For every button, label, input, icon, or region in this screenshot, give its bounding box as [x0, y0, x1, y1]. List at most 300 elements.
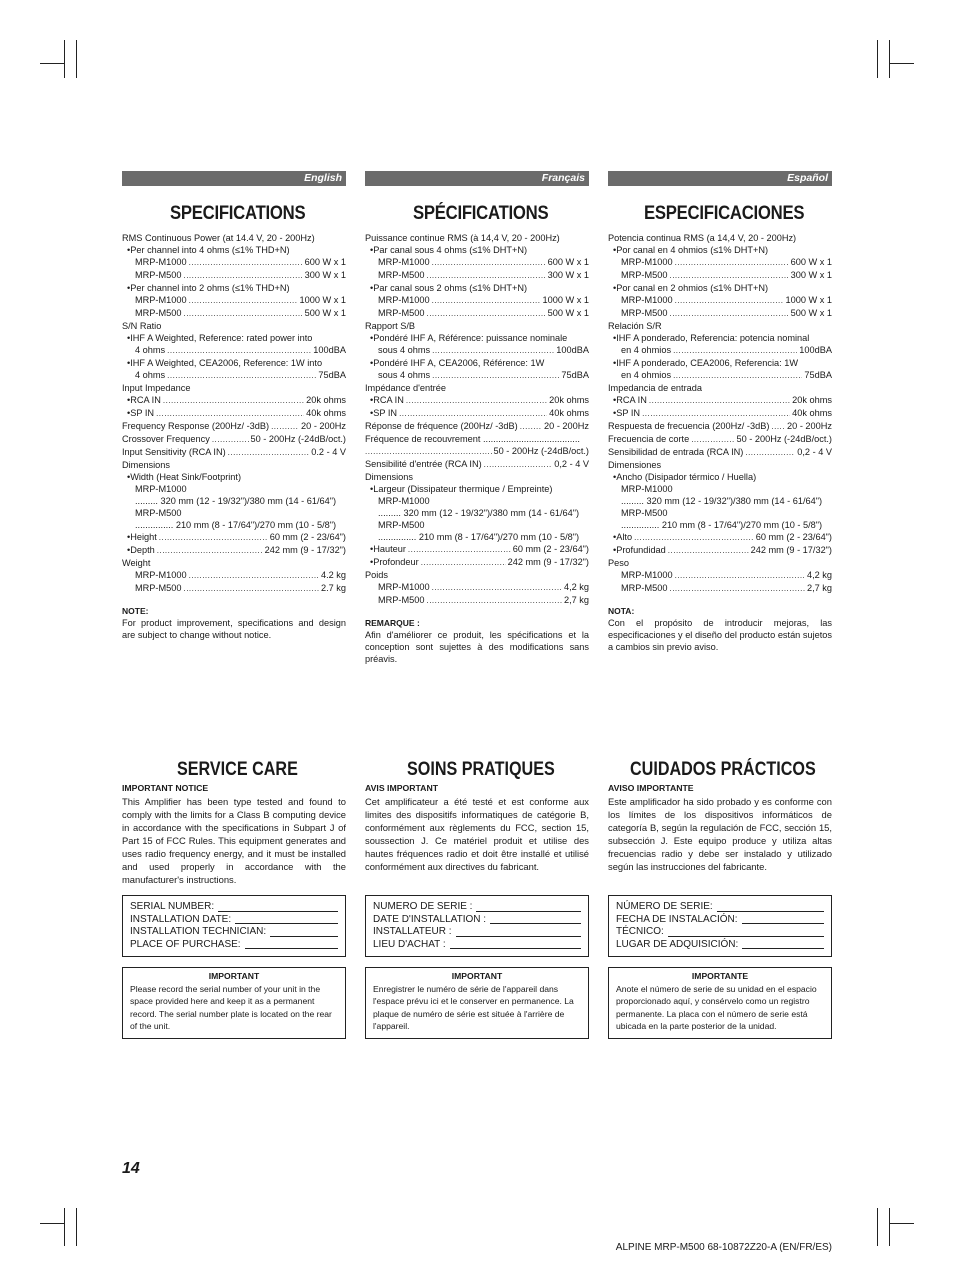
spec-value: 500 W x 1 [304, 308, 346, 318]
spec-row [365, 407, 589, 420]
note-text: Afin d'améliorer ce produit, les spécifications et la conception sont sujettes à des modifications sans préavis. [365, 630, 589, 664]
spec-row [365, 420, 589, 433]
leader-dots [189, 569, 319, 582]
spec-row [365, 594, 589, 607]
spec-label: MRP-M500 [378, 308, 425, 318]
crop-mark [890, 1223, 914, 1224]
spec-row [608, 256, 832, 269]
spec-row [122, 256, 346, 269]
spec-value: 75dBA [561, 370, 589, 380]
spec-value: 1000 W x 1 [785, 295, 832, 305]
specs-column-fr [365, 203, 589, 665]
spec-label: 4 ohms [135, 370, 166, 380]
spec-row [122, 531, 346, 544]
leader-dots [271, 420, 299, 433]
leader-dots [408, 543, 511, 556]
spec-bullet: • Por canal en 4 ohmios (≤1% DHT+N) [608, 244, 832, 256]
leader-dots [183, 307, 302, 320]
leader-dots [649, 394, 790, 407]
spec-label: MRP-M1000 [135, 257, 187, 267]
crop-mark [40, 63, 64, 64]
specs-title: ESPECIFICACIONES [644, 203, 805, 224]
spec-line: MRP-M500 [135, 508, 182, 518]
spec-row [122, 544, 346, 557]
note-label: NOTE: [122, 606, 149, 616]
spec-label: sous 4 ohms [378, 370, 431, 380]
spec-value: 4.2 kg [320, 570, 346, 580]
spec-value: 2,7 kg [806, 583, 832, 593]
specs-title: SPECIFICATIONS [170, 203, 306, 224]
crop-mark [40, 1223, 64, 1224]
spec-row [365, 307, 589, 320]
spec-line: Input Impedance [122, 383, 191, 393]
leader-dots [745, 446, 795, 459]
spec-bullet: • IHF A ponderado, CEA2006, Referencia: 1W [608, 357, 832, 369]
crop-mark [64, 40, 65, 78]
leader-dots [426, 594, 562, 607]
form-label: NÚMERO DE SERIE: [616, 901, 713, 912]
form-blank[interactable] [270, 926, 338, 937]
spec-line: ......... 320 mm (12 - 19/32")/380 mm (14 - 61/64") [378, 508, 580, 518]
spec-label: MRP-M1000 [621, 570, 673, 580]
spec-value: 300 W x 1 [790, 270, 832, 280]
spec-row [122, 582, 346, 595]
leader-dots [484, 458, 553, 471]
spec-label: MRP-M500 [135, 308, 182, 318]
spec-line: ............... 210 mm (8 - 17/64")/270 mm (10 - 5/8") [621, 520, 823, 530]
leader-dots [675, 569, 805, 582]
page-number: 14 [122, 1160, 140, 1177]
leader-dots [691, 433, 734, 446]
spec-label: MRP-M500 [135, 270, 182, 280]
spec-row [608, 531, 832, 544]
spec-label: MRP-M1000 [621, 257, 673, 267]
spec-list [122, 232, 346, 595]
spec-line: Impedancia de entrada [608, 383, 702, 393]
spec-bullet: • Per channel into 2 ohms (≤1% THD+N) [122, 282, 346, 294]
spec-value: 242 mm (9 - 17/32") [750, 545, 832, 555]
spec-line: Dimensions [365, 472, 413, 482]
leader-dots [167, 344, 311, 357]
spec-row [122, 446, 346, 459]
spec-line: Relación S/R [608, 321, 662, 331]
important-label: IMPORTANTE [691, 971, 749, 982]
form-blank[interactable] [235, 914, 338, 925]
spec-value: 500 W x 1 [547, 308, 589, 318]
spec-bullet: • Per channel into 4 ohms (≤1% THD+N) [122, 244, 346, 256]
form-blank[interactable] [245, 939, 338, 950]
crop-mark [76, 40, 77, 78]
leader-dots [406, 394, 547, 407]
spec-label: MRP-M1000 [135, 295, 187, 305]
spec-line: Poids [365, 570, 388, 580]
service-title: SERVICE CARE [177, 759, 298, 780]
spec-bullet: • Width (Heat Sink/Footprint) [122, 471, 346, 483]
spec-line: Impédance d'entrée [365, 383, 446, 393]
record-form [608, 895, 832, 957]
spec-label: Input Sensitivity (RCA IN) [122, 447, 226, 457]
spec-value: 4,2 kg [563, 582, 589, 592]
spec-line: MRP-M500 [621, 508, 668, 518]
spec-label: en 4 ohmios [621, 345, 672, 355]
spec-value: 20k ohms [549, 395, 589, 405]
service-title: CUIDADOS PRÁCTICOS [630, 759, 816, 780]
spec-value: 20 - 200Hz [544, 421, 589, 431]
crop-mark [890, 63, 914, 64]
leader-dots [432, 369, 559, 382]
spec-label: MRP-M1000 [378, 257, 430, 267]
spec-label: Crossover Frequency [122, 434, 210, 444]
notice-text: Este amplificador ha sido probado y es conforme con los límites de los dispositivos informáticos de categoría B, según la regulación de FCC, sección 15, subsección J. Este equipo produce y utiliza altas frecuencias radio y debe ser instalado y utilizado según las instrucciones del fabricante. [608, 796, 832, 872]
leader-dots [163, 394, 304, 407]
spec-label: • Profundidad [616, 545, 666, 555]
leader-dots [669, 269, 788, 282]
spec-row [365, 543, 589, 556]
spec-label: Frecuencia de corte [608, 434, 690, 444]
spec-label: • Profondeur [373, 557, 419, 567]
form-blank[interactable] [450, 939, 581, 950]
spec-line: Dimensions [122, 460, 170, 470]
leader-dots [673, 369, 802, 382]
form-label: SERIAL NUMBER: [130, 901, 215, 912]
important-box [608, 967, 832, 1039]
spec-value: 600 W x 1 [547, 257, 589, 267]
spec-line: Peso [608, 558, 629, 568]
note-text: Con el propósito de introducir mejoras, las especificaciones y el diseño del producto están sujetos a cambios sin previo aviso. [608, 618, 832, 652]
spec-bullet: • Par canal sous 2 ohms (≤1% DHT+N) [365, 282, 589, 294]
important-box [365, 967, 589, 1039]
notice-label: AVISO IMPORTANTE [608, 783, 694, 793]
leader-dots [675, 256, 789, 269]
spec-bullet: • Largeur (Dissipateur thermique / Empreinte) [365, 483, 589, 495]
leader-dots [183, 582, 319, 595]
spec-row [122, 407, 346, 420]
form-label: LUGAR DE ADQUISICIÓN: [616, 938, 739, 950]
leader-dots [183, 269, 302, 282]
spec-row [608, 394, 832, 407]
specs-column-es [608, 203, 832, 653]
spec-list [608, 232, 832, 595]
lang-bar-spanish: Español [608, 171, 832, 186]
spec-label: • SP IN [373, 408, 398, 418]
leader-dots [399, 407, 547, 420]
spec-value: 100dBA [313, 345, 346, 355]
spec-row [608, 369, 832, 382]
spec-value: 50 - 200Hz (-24dB/oct.) [493, 446, 589, 456]
spec-label: MRP-M500 [621, 583, 668, 593]
spec-value: 40k ohms [306, 408, 346, 418]
spec-value: 40k ohms [792, 408, 832, 418]
spec-label: • Depth [130, 545, 155, 555]
spec-value: 0,2 - 4 V [554, 459, 589, 469]
spec-label: • RCA IN [616, 395, 647, 405]
important-text: Anote el número de serie de su unidad en el espacio proporcionado aquí, y consérvelo como un registro permanente. La placa con el número de serie está ubicada en la parte posterior de la unidad. [616, 983, 817, 1031]
spec-label: MRP-M1000 [378, 582, 430, 592]
form-label: INSTALLATION TECHNICIAN: [130, 926, 267, 938]
spec-label: Sensibilidad de entrada (RCA IN) [608, 447, 744, 457]
record-form [122, 895, 346, 957]
spec-line: ............... 210 mm (8 - 17/64")/270 mm (10 - 5/8") [135, 520, 337, 530]
leader-dots [432, 294, 541, 307]
leader-dots [365, 445, 492, 458]
spec-line: Fréquence de recouvrement ...................................... [365, 434, 580, 444]
form-label: PLACE OF PURCHASE: [130, 938, 241, 950]
spec-label: 4 ohms [135, 345, 166, 355]
note-label: NOTA: [608, 606, 635, 616]
spec-value: 40k ohms [549, 408, 589, 418]
leader-dots [167, 369, 316, 382]
spec-row [365, 458, 589, 471]
form-blank[interactable] [717, 901, 824, 912]
spec-value: 300 W x 1 [304, 270, 346, 280]
notice-text: Cet amplificateur a été testé et est conforme aux limites des dispositifs informatiques de catégorie B, conformément aux règlements du FCC, section 15, soussection J. Ce matériel produit et utilise des hautes fréquences radio et doit être installé et utilisé conformément aux directives du fabricant. [365, 796, 589, 872]
spec-row [608, 582, 832, 595]
record-form [365, 895, 589, 957]
spec-value: 2,7 kg [563, 595, 589, 605]
spec-value: 600 W x 1 [304, 257, 346, 267]
leader-dots [642, 407, 790, 420]
spec-row [608, 344, 832, 357]
spec-bullet: • IHF A ponderado, Referencia: potencia nominal [608, 332, 832, 344]
spec-value: 300 W x 1 [547, 270, 589, 280]
spec-value: 1000 W x 1 [542, 295, 589, 305]
crop-mark [889, 40, 890, 78]
spec-line: ......... 320 mm (12 - 19/32")/380 mm (14 - 61/64") [135, 496, 337, 506]
crop-mark [877, 40, 878, 78]
form-blank[interactable] [218, 901, 338, 912]
spec-bullet: • IHF A Weighted, CEA2006, Reference: 1W into [122, 357, 346, 369]
spec-row [122, 394, 346, 407]
spec-value: 20k ohms [306, 395, 346, 405]
leader-dots [189, 294, 298, 307]
important-label: IMPORTANT [208, 971, 260, 982]
spec-value: 242 mm (9 - 17/32") [264, 545, 346, 555]
spec-row [365, 256, 589, 269]
leader-dots [634, 531, 754, 544]
spec-row [608, 433, 832, 446]
leader-dots [675, 294, 784, 307]
leader-dots [156, 407, 304, 420]
form-label: DATE D'INSTALLATION : [373, 913, 487, 925]
spec-value: 20 - 200Hz [301, 421, 346, 431]
spec-line: Dimensiones [608, 460, 662, 470]
leader-dots [432, 256, 546, 269]
form-label: LIEU D'ACHAT : [373, 938, 446, 950]
spec-row [122, 294, 346, 307]
specs-column-en [122, 203, 346, 641]
spec-value: 60 mm (2 - 23/64") [269, 532, 346, 542]
spec-label: • Height [130, 532, 157, 542]
form-label: FECHA DE INSTALACIÓN: [616, 913, 738, 925]
spec-line: Potencia continua RMS (a 14,4 V, 20 - 200Hz) [608, 233, 797, 243]
spec-label: MRP-M500 [621, 270, 668, 280]
spec-value: 0.2 - 4 V [311, 447, 346, 457]
spec-row [608, 446, 832, 459]
spec-label: Sensibilité d'entrée (RCA IN) [365, 459, 482, 469]
spec-value: 75dBA [804, 370, 832, 380]
leader-dots [669, 582, 805, 595]
form-blank[interactable] [476, 901, 581, 912]
spec-line: MRP-M1000 [135, 484, 187, 494]
spec-label: MRP-M1000 [621, 295, 673, 305]
spec-row [365, 269, 589, 282]
leader-dots [520, 420, 542, 433]
spec-row [365, 445, 589, 458]
spec-label: MRP-M1000 [135, 570, 187, 580]
spec-label: • Alto [616, 532, 633, 542]
crop-mark [76, 1208, 77, 1246]
notice-label: AVIS IMPORTANT [365, 783, 439, 793]
spec-value: 600 W x 1 [790, 257, 832, 267]
spec-bullet: • Par canal sous 4 ohms (≤1% DHT+N) [365, 244, 589, 256]
leader-dots [432, 344, 554, 357]
spec-value: 242 mm (9 - 17/32") [507, 557, 589, 567]
spec-label: MRP-M500 [135, 583, 182, 593]
spec-label: MRP-M500 [378, 595, 425, 605]
spec-bullet: • Por canal en 2 ohmios (≤1% DHT+N) [608, 282, 832, 294]
crop-mark [64, 1208, 65, 1246]
spec-label: • SP IN [130, 408, 155, 418]
service-title: SOINS PRATIQUES [407, 759, 555, 780]
spec-line: Puissance continue RMS (à 14,4 V, 20 - 200Hz) [365, 233, 560, 243]
spec-label: Respuesta de frecuencia (200Hz/ -3dB) [608, 421, 770, 431]
spec-line: Rapport S/B [365, 321, 416, 331]
notice-text: This Amplifier has been type tested and found to comply with the limits for a Class B computing device in accordance with the specifications in Subpart J of Part 15 of FCC Rules. This equipment generates and uses radio frequency energy, and it must be installed and used properly in accordance with the manufacturer's instructions. [122, 796, 346, 885]
spec-row [365, 394, 589, 407]
spec-label: MRP-M500 [621, 308, 668, 318]
leader-dots [212, 433, 249, 446]
leader-dots [228, 446, 310, 459]
spec-bullet: • Pondéré IHF A, CEA2006, Référence: 1W [365, 357, 589, 369]
spec-line: Weight [122, 558, 151, 568]
spec-line: RMS Continuous Power (at 14.4 V, 20 - 200Hz) [122, 233, 315, 243]
important-text: Please record the serial number of your unit in the space provided here and keep it as a permanent record. The serial number plate is located on the rear of the unit. [130, 983, 332, 1031]
spec-row [122, 369, 346, 382]
spec-row [608, 420, 832, 433]
spec-label: • Hauteur [373, 544, 406, 554]
spec-label: MRP-M1000 [378, 295, 430, 305]
spec-row [122, 433, 346, 446]
spec-label: • RCA IN [373, 395, 404, 405]
spec-line: MRP-M1000 [378, 496, 430, 506]
spec-value: 500 W x 1 [790, 308, 832, 318]
specs-title: SPÉCIFICATIONS [413, 203, 549, 224]
lang-bar-english: English [122, 171, 346, 186]
spec-row [608, 307, 832, 320]
service-column-en [122, 758, 346, 1039]
important-box [122, 967, 346, 1039]
form-label: TÉCNICO: [616, 926, 664, 938]
spec-value: 0,2 - 4 V [797, 447, 832, 457]
crop-mark [889, 1208, 890, 1246]
spec-value: 50 - 200Hz (-24dB/oct.) [736, 434, 832, 444]
notice-label: IMPORTANT NOTICE [122, 783, 209, 793]
spec-row [122, 569, 346, 582]
note-text: For product improvement, specifications and design are subject to change without notice. [122, 618, 346, 640]
leader-dots [669, 307, 788, 320]
leader-dots [157, 544, 263, 557]
spec-label: en 4 ohmios [621, 370, 672, 380]
leader-dots [421, 556, 506, 569]
note-label: REMARQUE : [365, 618, 420, 628]
spec-label: Frequency Response (200Hz/ -3dB) [122, 421, 270, 431]
service-column-es [608, 758, 832, 1039]
spec-label: sous 4 ohms [378, 345, 431, 355]
spec-value: 20k ohms [792, 395, 832, 405]
spec-bullet: • Pondéré IHF A, Référence: puissance nominale [365, 332, 589, 344]
spec-value: 60 mm (2 - 23/64") [512, 544, 589, 554]
spec-value: 1000 W x 1 [299, 295, 346, 305]
leader-dots [426, 307, 545, 320]
spec-line: ............... 210 mm (8 - 17/64")/270 mm (10 - 5/8") [378, 532, 580, 542]
spec-label: MRP-M500 [378, 270, 425, 280]
spec-line: MRP-M500 [378, 520, 425, 530]
spec-row [122, 307, 346, 320]
spec-value: 100dBA [556, 345, 589, 355]
service-column-fr [365, 758, 589, 1039]
spec-row [608, 294, 832, 307]
form-blank[interactable] [742, 939, 824, 950]
leader-dots [159, 531, 268, 544]
lang-bar-french: Français [365, 171, 589, 186]
spec-row [365, 369, 589, 382]
spec-row [365, 344, 589, 357]
spec-line: S/N Ratio [122, 321, 162, 331]
spec-label: • SP IN [616, 408, 641, 418]
spec-row [365, 294, 589, 307]
important-label: IMPORTANT [451, 971, 503, 982]
leader-dots [673, 344, 797, 357]
spec-list [365, 232, 589, 607]
spec-value: 75dBA [318, 370, 346, 380]
important-text: Enregistrer le numéro de série de l'appareil dans l'espace prévu ici et le conserver en permanence. La plaque de numéro de série est située à l'arrière de l'appareil. [373, 983, 574, 1031]
spec-bullet: • IHF A Weighted, Reference: rated power into [122, 332, 346, 344]
form-blank[interactable] [456, 926, 581, 937]
spec-value: 100dBA [799, 345, 832, 355]
form-blank[interactable] [490, 914, 581, 925]
spec-value: 4,2 kg [806, 570, 832, 580]
leader-dots [189, 256, 303, 269]
spec-row [365, 556, 589, 569]
spec-bullet: • Ancho (Disipador térmico / Huella) [608, 471, 832, 483]
spec-row [365, 581, 589, 594]
spec-line: MRP-M1000 [621, 484, 673, 494]
leader-dots [432, 581, 562, 594]
spec-row [608, 407, 832, 420]
form-blank[interactable] [742, 914, 824, 925]
spec-row [608, 544, 832, 557]
spec-label: Réponse de fréquence (200Hz/ -3dB) [365, 421, 518, 431]
crop-mark [877, 1208, 878, 1246]
form-label: INSTALLATEUR : [373, 926, 452, 938]
spec-value: 2.7 kg [320, 583, 346, 593]
spec-value: 60 mm (2 - 23/64") [755, 532, 832, 542]
spec-row [122, 344, 346, 357]
leader-dots [426, 269, 545, 282]
spec-label: • RCA IN [130, 395, 161, 405]
spec-row [608, 269, 832, 282]
leader-dots [668, 544, 749, 557]
spec-row [122, 269, 346, 282]
leader-dots [771, 420, 785, 433]
spec-value: 20 - 200Hz [787, 421, 832, 431]
spec-value: 50 - 200Hz (-24dB/oct.) [250, 434, 346, 444]
spec-row [608, 569, 832, 582]
form-label: INSTALLATION DATE: [130, 913, 232, 925]
spec-line: ......... 320 mm (12 - 19/32")/380 mm (14 - 61/64") [621, 496, 823, 506]
document-footer: ALPINE MRP-M500 68-10872Z20-A (EN/FR/ES) [615, 1242, 832, 1253]
form-blank[interactable] [668, 926, 824, 937]
